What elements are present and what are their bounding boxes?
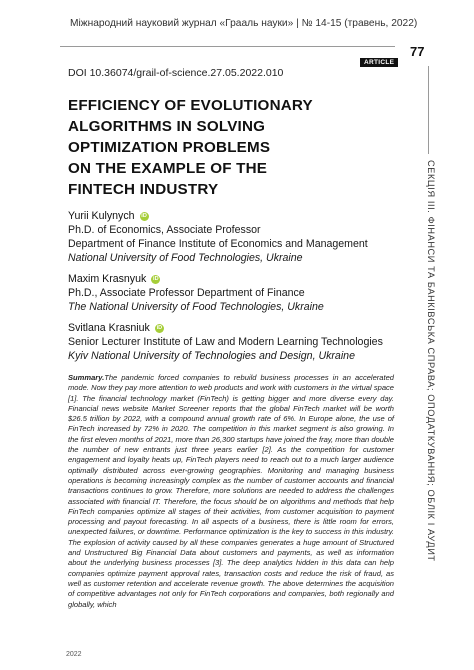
author-department: Department of Finance Institute of Economics and Management [68,238,368,250]
title-line: ALGORITHMS IN SOLVING [68,118,266,135]
article-badge: ARTICLE [360,58,398,67]
section-side-label: СЕКЦІЯ III. ФІНАНСИ ТА БАНКІВСЬКА СПРАВА; ОПОДАТКУВАННЯ; ОБЛІК І АУДИТ [426,160,436,562]
author-name: Maxim Krasnyuk [68,273,147,285]
abstract-text: The pandemic forced companies to rebuild business processes in an accelerated mode. Now they pay more attention to web products and work with customers in the virtual space [1]. The financial technology market (FinTech) is getting bigger and more diverse every day. Financial news website Market Screener reports that the global FinTech market will be worth $26.5 trillion by 2022, with a compound annual growth rate of 6%. In Europe alone, the use of FinTech increased by 72% in 2020. The competition in this market segment is also growing. In the first eleven months of 2021, more than 26,300 startups have joined the fray, more than double the number of new entrants just three years earlier [2]. As the competition for customer engagement and loyalty heats up, FinTech players need to reach out to a much larger audience optimally distributed across ever-growing geographies. Monitoring and managing business operations is becoming increasingly complex as the number of customer accounts and financial transactions continues to grow. Therefore, more solutions are needed to address the challenges associated with financial IT. Therefore, the focus should be on algorithms and methods that help FinTech companies optimize all stages of their activities, from customer acquisition to payment processing and payout forecasting. In all aspects of a business, there is little room for errors, unexpected failures, or downtime. Performance optimization is the key to success in this industry. The explosion of activity caused by all these companies generates a huge amount of Structured and Unstructured Big Financial Data about customers and payments, as well as information about the underlying business processes [3]. The deep analytics hidden in this data can help companies optimize payment approval rates, transaction costs and reduce the risk of fraud, as well as customer retention and accelerate revenue growth. The above determines the acquisition of competitive advantages not only for FinTech corporations and companies, both regionally and globally, which [68,373,394,609]
orcid-icon[interactable]: iD [156,324,163,331]
abstract-label: Summary. [68,373,105,382]
author-block [68,321,398,363]
author-position: Ph.D. of Economics, Associate Professor [68,224,261,236]
title-line: EFFICIENCY OF EVOLUTIONARY [68,97,313,114]
side-divider [428,66,429,154]
author-name: Yurii Kulynych [68,210,135,222]
journal-header: Міжнародний науковий журнал «Грааль науки» | № 14-15 (травень, 2022) [70,18,418,29]
author-position: Ph.D., Associate Professor Department of Finance [68,287,305,299]
orcid-icon[interactable]: iD [153,275,159,282]
author-position: Senior Lecturer Institute of Law and Modern Learning Technologies [68,336,383,348]
title-line: OPTIMIZATION PROBLEMS [68,139,271,156]
orcid-icon[interactable]: iD [141,212,147,219]
title-line: FINTECH INDUSTRY [68,181,219,198]
doi-link[interactable]: DOI 10.36074/grail-of-science.27.05.2022.010 [68,67,284,79]
author-affiliation: Kyiv National University of Technologies and Design, Ukraine [68,350,355,362]
abstract [68,373,394,610]
footer-year: 2022 [66,651,82,658]
author-affiliation: National University of Food Technologies, Ukraine [68,252,303,264]
author-block [68,272,398,314]
page-number: 77 [410,44,425,59]
paper-title [68,95,378,200]
author-name: Svitlana Krasniuk [68,322,150,334]
title-line: ON THE EXAMPLE OF THE [68,160,268,177]
author-list [68,209,398,370]
author-affiliation: The National University of Food Technologies, Ukraine [68,301,324,313]
author-block [68,209,398,265]
header-divider [60,46,395,47]
